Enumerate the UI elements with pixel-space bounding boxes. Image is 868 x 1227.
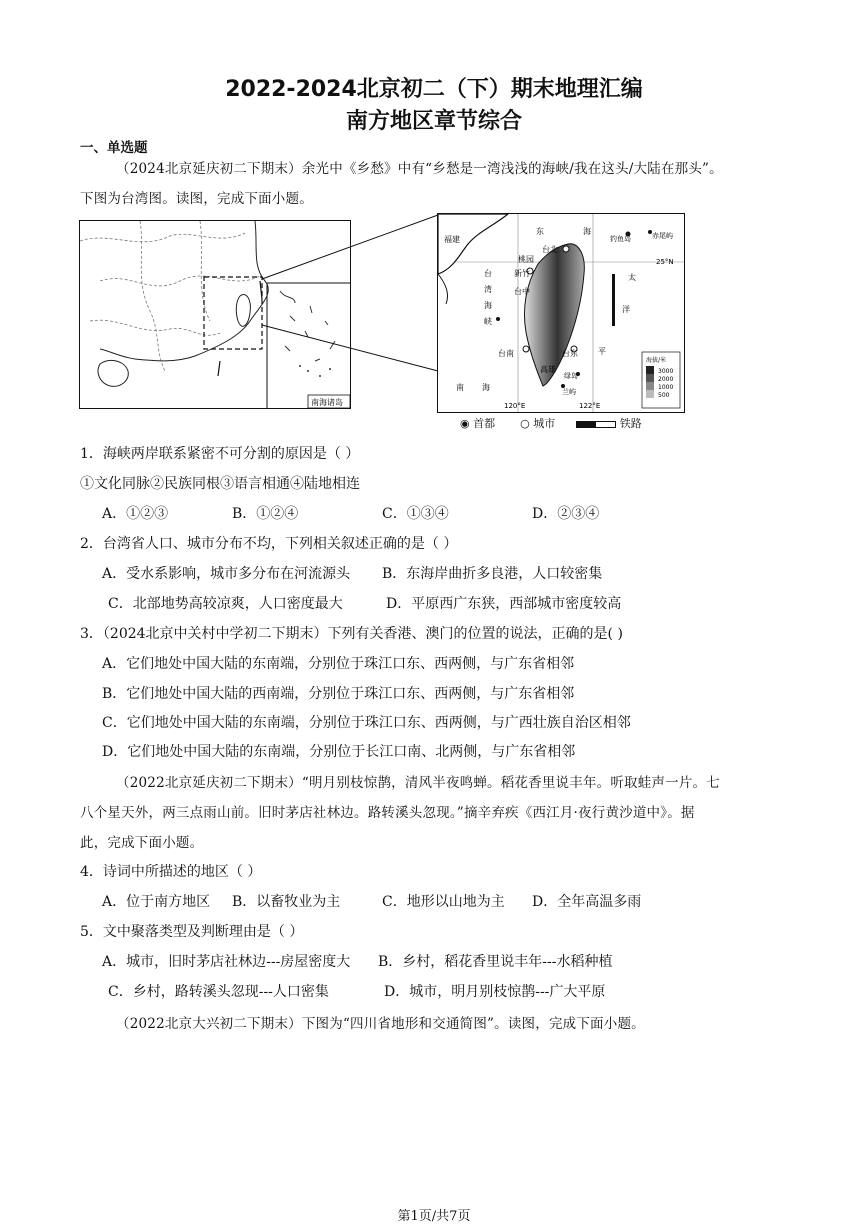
question-3-stem: 3．（2024北京中关村中学初二下期末）下列有关香港、澳门的位置的说法，正确的是( )	[80, 626, 623, 642]
map-label: 峡	[484, 317, 492, 326]
capital-icon: ◉	[460, 417, 470, 430]
q5-option-d: D．城市，明月别枝惊鹊---广大平原	[384, 984, 606, 1000]
q1-option-b: B．①②④	[232, 506, 299, 522]
map-label: 洋	[622, 305, 630, 314]
map-label: 湾	[484, 285, 492, 294]
question-4-stem: 4．诗词中所描述的地区（ ）	[80, 864, 262, 880]
legend-capital: 首都	[473, 417, 496, 430]
q4-option-b: B．以畜牧业为主	[232, 894, 341, 910]
map-label: 台北	[542, 245, 558, 254]
legend-value: 500	[658, 392, 670, 399]
q5-option-c: C．乡村，路转溪头忽现---人口密集	[108, 984, 329, 1000]
map-label: 高雄	[540, 365, 556, 374]
map-label: 25°N	[656, 258, 674, 266]
legend-value: 1000	[658, 384, 674, 391]
map-label: 绿岛	[564, 372, 578, 380]
map-connector-lines	[260, 213, 440, 373]
city-icon: ○	[520, 417, 530, 430]
intro-text: （2022北京大兴初二下期末）下图为“四川省地形和交通简图”。读图，完成下面小题。	[116, 1016, 645, 1032]
map-label: 太	[628, 273, 636, 282]
q3-option-a: A．它们地处中国大陆的东南端，分别位于珠江口东、西两侧，与广东省相邻	[102, 656, 575, 672]
q2-option-a: A．受水系影响，城市多分布在河流源头	[102, 566, 351, 582]
map-label: 海	[482, 383, 490, 392]
map-label: 新竹	[514, 269, 530, 278]
question-1-items: ①文化同脉②民族同根③语言相通④陆地相连	[80, 476, 360, 492]
taiwan-map-drawing	[438, 214, 684, 412]
map-label: 福建	[444, 235, 460, 244]
legend-value: 3000	[658, 368, 674, 375]
intro-text: 下图为台湾图。读图，完成下面小题。	[80, 191, 313, 207]
map-label: 120°E	[504, 402, 526, 410]
q5-option-a: A．城市，旧时茅店社林边---房屋密度大	[102, 954, 351, 970]
legend-value: 2000	[658, 376, 674, 383]
q1-option-c: C．①③④	[382, 506, 449, 522]
intro-text: 八个星天外，两三点雨山前。旧时茅店社林边。路转溪头忽现。”摘辛弃疾《西江月·夜行黄沙道中》。据	[80, 805, 695, 821]
taiwan-map	[437, 213, 685, 413]
map-label: 海	[484, 301, 492, 310]
q5-option-b: B．乡村，稻花香里说丰年---水稻种植	[378, 954, 613, 970]
map-label: 台东	[562, 349, 578, 358]
map-label: 东	[536, 227, 544, 236]
map-label: 桃园	[518, 255, 534, 264]
intro-text: （2022北京延庆初二下期末）“明月别枝惊鹊，清风半夜鸣蝉。稻花香里说丰年。听取蛙声一片。七	[116, 775, 720, 791]
map-label: 海	[583, 227, 591, 236]
legend-railway: 铁路	[619, 417, 642, 430]
map-label: 台南	[498, 349, 514, 358]
map-legend	[460, 415, 642, 431]
railway-icon	[576, 421, 616, 428]
map-label: 南	[456, 383, 464, 392]
q3-option-d: D．它们地处中国大陆的东南端，分别位于长江口南、北两侧，与广东省相邻	[102, 744, 576, 760]
q1-option-a: A．①②③	[102, 506, 169, 522]
q2-option-d: D．平原西广东狭，西部城市密度较高	[386, 596, 622, 612]
page-subtitle: 南方地区章节综合	[345, 109, 522, 134]
q3-option-b: B．它们地处中国大陆的西南端，分别位于珠江口东、西两侧，与广东省相邻	[102, 686, 575, 702]
intro-text: 此，完成下面小题。	[80, 835, 204, 851]
legend-city: 城市	[533, 417, 556, 430]
map-label: 122°E	[579, 402, 601, 410]
question-2-stem: 2．台湾省人口、城市分布不均，下列相关叙述正确的是（ ）	[80, 536, 458, 552]
q1-option-d: D．②③④	[532, 506, 600, 522]
map-label: 钓鱼岛	[610, 235, 631, 243]
legend-elevation-title: 海拔/米	[646, 357, 667, 364]
page-footer: 第1页/共7页	[397, 1209, 471, 1224]
q3-option-c: C．它们地处中国大陆的东南端，分别位于珠江口东、西两侧，与广西壮族自治区相邻	[102, 715, 631, 731]
inset-label: 南海诸岛	[311, 398, 343, 407]
q2-option-b: B．东海岸曲折多良港，人口较密集	[382, 566, 603, 582]
map-label: 兰屿	[562, 388, 576, 396]
question-5-stem: 5．文中聚落类型及判断理由是（ ）	[80, 924, 304, 940]
intro-text: （2024北京延庆初二下期末）余光中《乡愁》中有“乡愁是一湾浅浅的海峡/我在这头/大陆在那头”。	[116, 161, 723, 177]
map-label: 赤尾屿	[652, 232, 673, 240]
map-label: 台中	[514, 287, 530, 296]
map-label: 台	[484, 269, 492, 278]
question-1-stem: 1．海峡两岸联系紧密不可分割的原因是（ ）	[80, 446, 360, 462]
q4-option-c: C．地形以山地为主	[382, 894, 505, 910]
section-heading: 一、单选题	[80, 140, 148, 156]
page-title: 2022-2024北京初二（下）期末地理汇编	[225, 77, 643, 102]
q4-option-a: A．位于南方地区	[102, 894, 211, 910]
map-label: 平	[598, 347, 606, 356]
q2-option-c: C．北部地势高较凉爽，人口密度最大	[108, 596, 343, 612]
q4-option-d: D．全年高温多雨	[532, 894, 642, 910]
